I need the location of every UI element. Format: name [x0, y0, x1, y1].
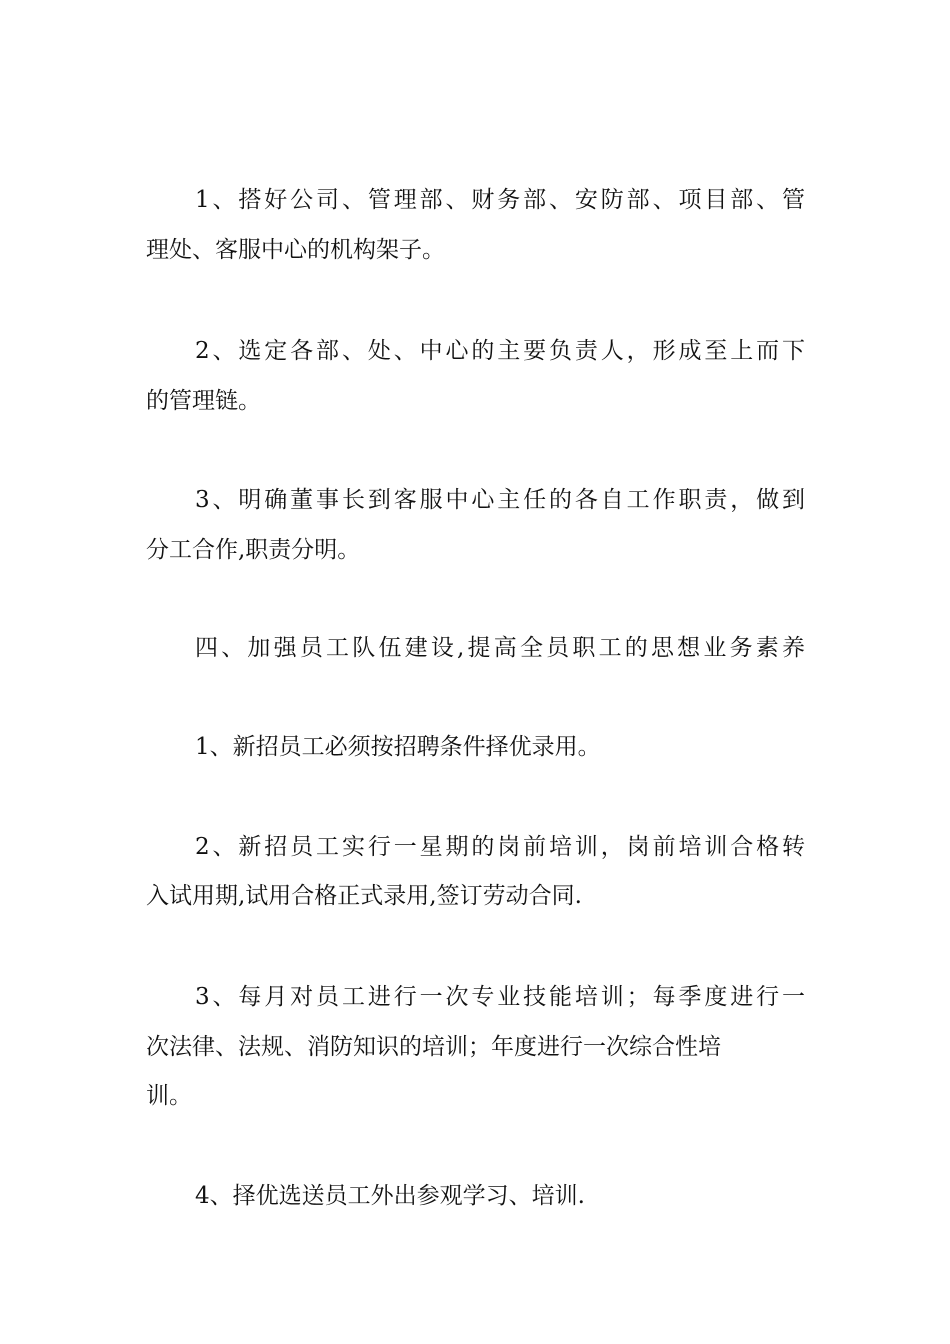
section-heading: 四、加强员工队伍建设,提高全员职工的思想业务素养 — [195, 635, 805, 661]
paragraph-line: 的管理链。 — [146, 388, 261, 414]
paragraph-line: 2、新招员工实行一星期的岗前培训，岗前培训合格转 — [195, 834, 805, 860]
paragraph-line: 4、择优选送员工外出参观学习、培训. — [195, 1183, 585, 1209]
paragraph-line: 3、每月对员工进行一次专业技能培训；每季度进行一 — [195, 984, 805, 1010]
paragraph-line: 1、新招员工必须按招聘条件择优录用。 — [195, 734, 601, 760]
paragraph-line: 入试用期,试用合格正式录用,签订劳动合同. — [146, 883, 582, 909]
paragraph-line: 训。 — [146, 1083, 192, 1109]
paragraph-line: 分工合作,职责分明。 — [146, 537, 361, 563]
paragraph-line: 次法律、法规、消防知识的培训；年度进行一次综合性培 — [146, 1034, 721, 1060]
paragraph-line: 1、搭好公司、管理部、财务部、安防部、项目部、管 — [195, 187, 805, 213]
paragraph-line: 3、明确董事长到客服中心主任的各自工作职责，做到 — [195, 487, 805, 513]
paragraph-line: 理处、客服中心的机构架子。 — [146, 237, 445, 263]
paragraph-line: 2、选定各部、处、中心的主要负责人，形成至上而下 — [195, 338, 805, 364]
